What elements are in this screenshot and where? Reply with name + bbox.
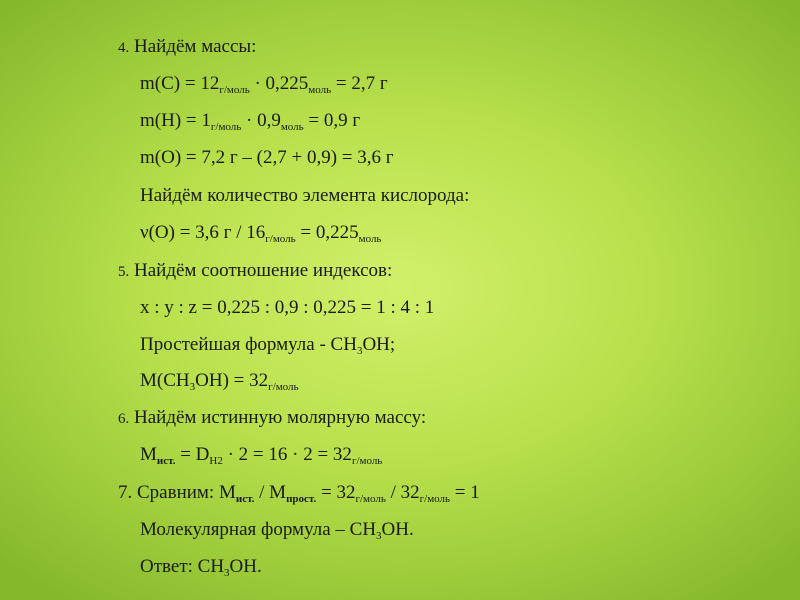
step-number: 6. bbox=[118, 411, 130, 427]
answer-line: Ответ: $CH_3OH$. bbox=[140, 556, 262, 579]
step-heading-text: Найдём массы: bbox=[129, 36, 257, 57]
mass-carbon-line: $m(C) = 12_{г/моль} \cdot 0,225_{моль} = 2,7$ г bbox=[140, 73, 388, 96]
molar-mass-line: $M(CH_3OH) = 32_{г/моль}$ bbox=[140, 370, 299, 393]
oxygen-amount-line: ν(O) = 3,6 $г / 16_{г/моль} = 0,225_{моль}$ bbox=[140, 222, 382, 245]
step-4-heading bbox=[118, 36, 256, 59]
step-heading-text: Найдём истинную молярную массу: bbox=[129, 407, 427, 428]
step-number: 5. bbox=[118, 264, 130, 280]
step-6-heading bbox=[118, 407, 426, 430]
oxygen-amount-heading: Найдём количество элемента кислорода: bbox=[140, 185, 470, 206]
molecular-formula-line: Молекулярная формула – $CH_3OH$. bbox=[140, 519, 414, 542]
true-molar-mass-line: $M_{ист.} = D_{H2} \cdot 2 = 16 \cdot 2 = 32_{г/моль}$ bbox=[140, 444, 383, 467]
index-ratio-line: x : y : z = 0,225 : 0,9 : 0,225 = 1 : 4 : 1 bbox=[140, 297, 435, 318]
step-7-compare-line: 7. Сравним: $M_{ист.} / M_{прост.} = 32_{г/моль} / 32_{г/моль} = 1$ bbox=[118, 482, 480, 505]
simplest-formula-line: Простейшая формула - $CH_3OH$; bbox=[140, 334, 396, 357]
mass-oxygen-line: m(O) = 7,2 г – (2,7 + 0,9) = 3,6 г bbox=[140, 147, 394, 168]
step-5-heading bbox=[118, 260, 392, 283]
step-number: 4. bbox=[118, 40, 130, 56]
step-number: 7. bbox=[118, 482, 133, 503]
step-heading-text: Найдём соотношение индексов: bbox=[129, 260, 393, 281]
mass-hydrogen-line: $m(H) = 1_{г/моль} \cdot 0,9_{моль} = 0,9$ г bbox=[140, 110, 361, 133]
